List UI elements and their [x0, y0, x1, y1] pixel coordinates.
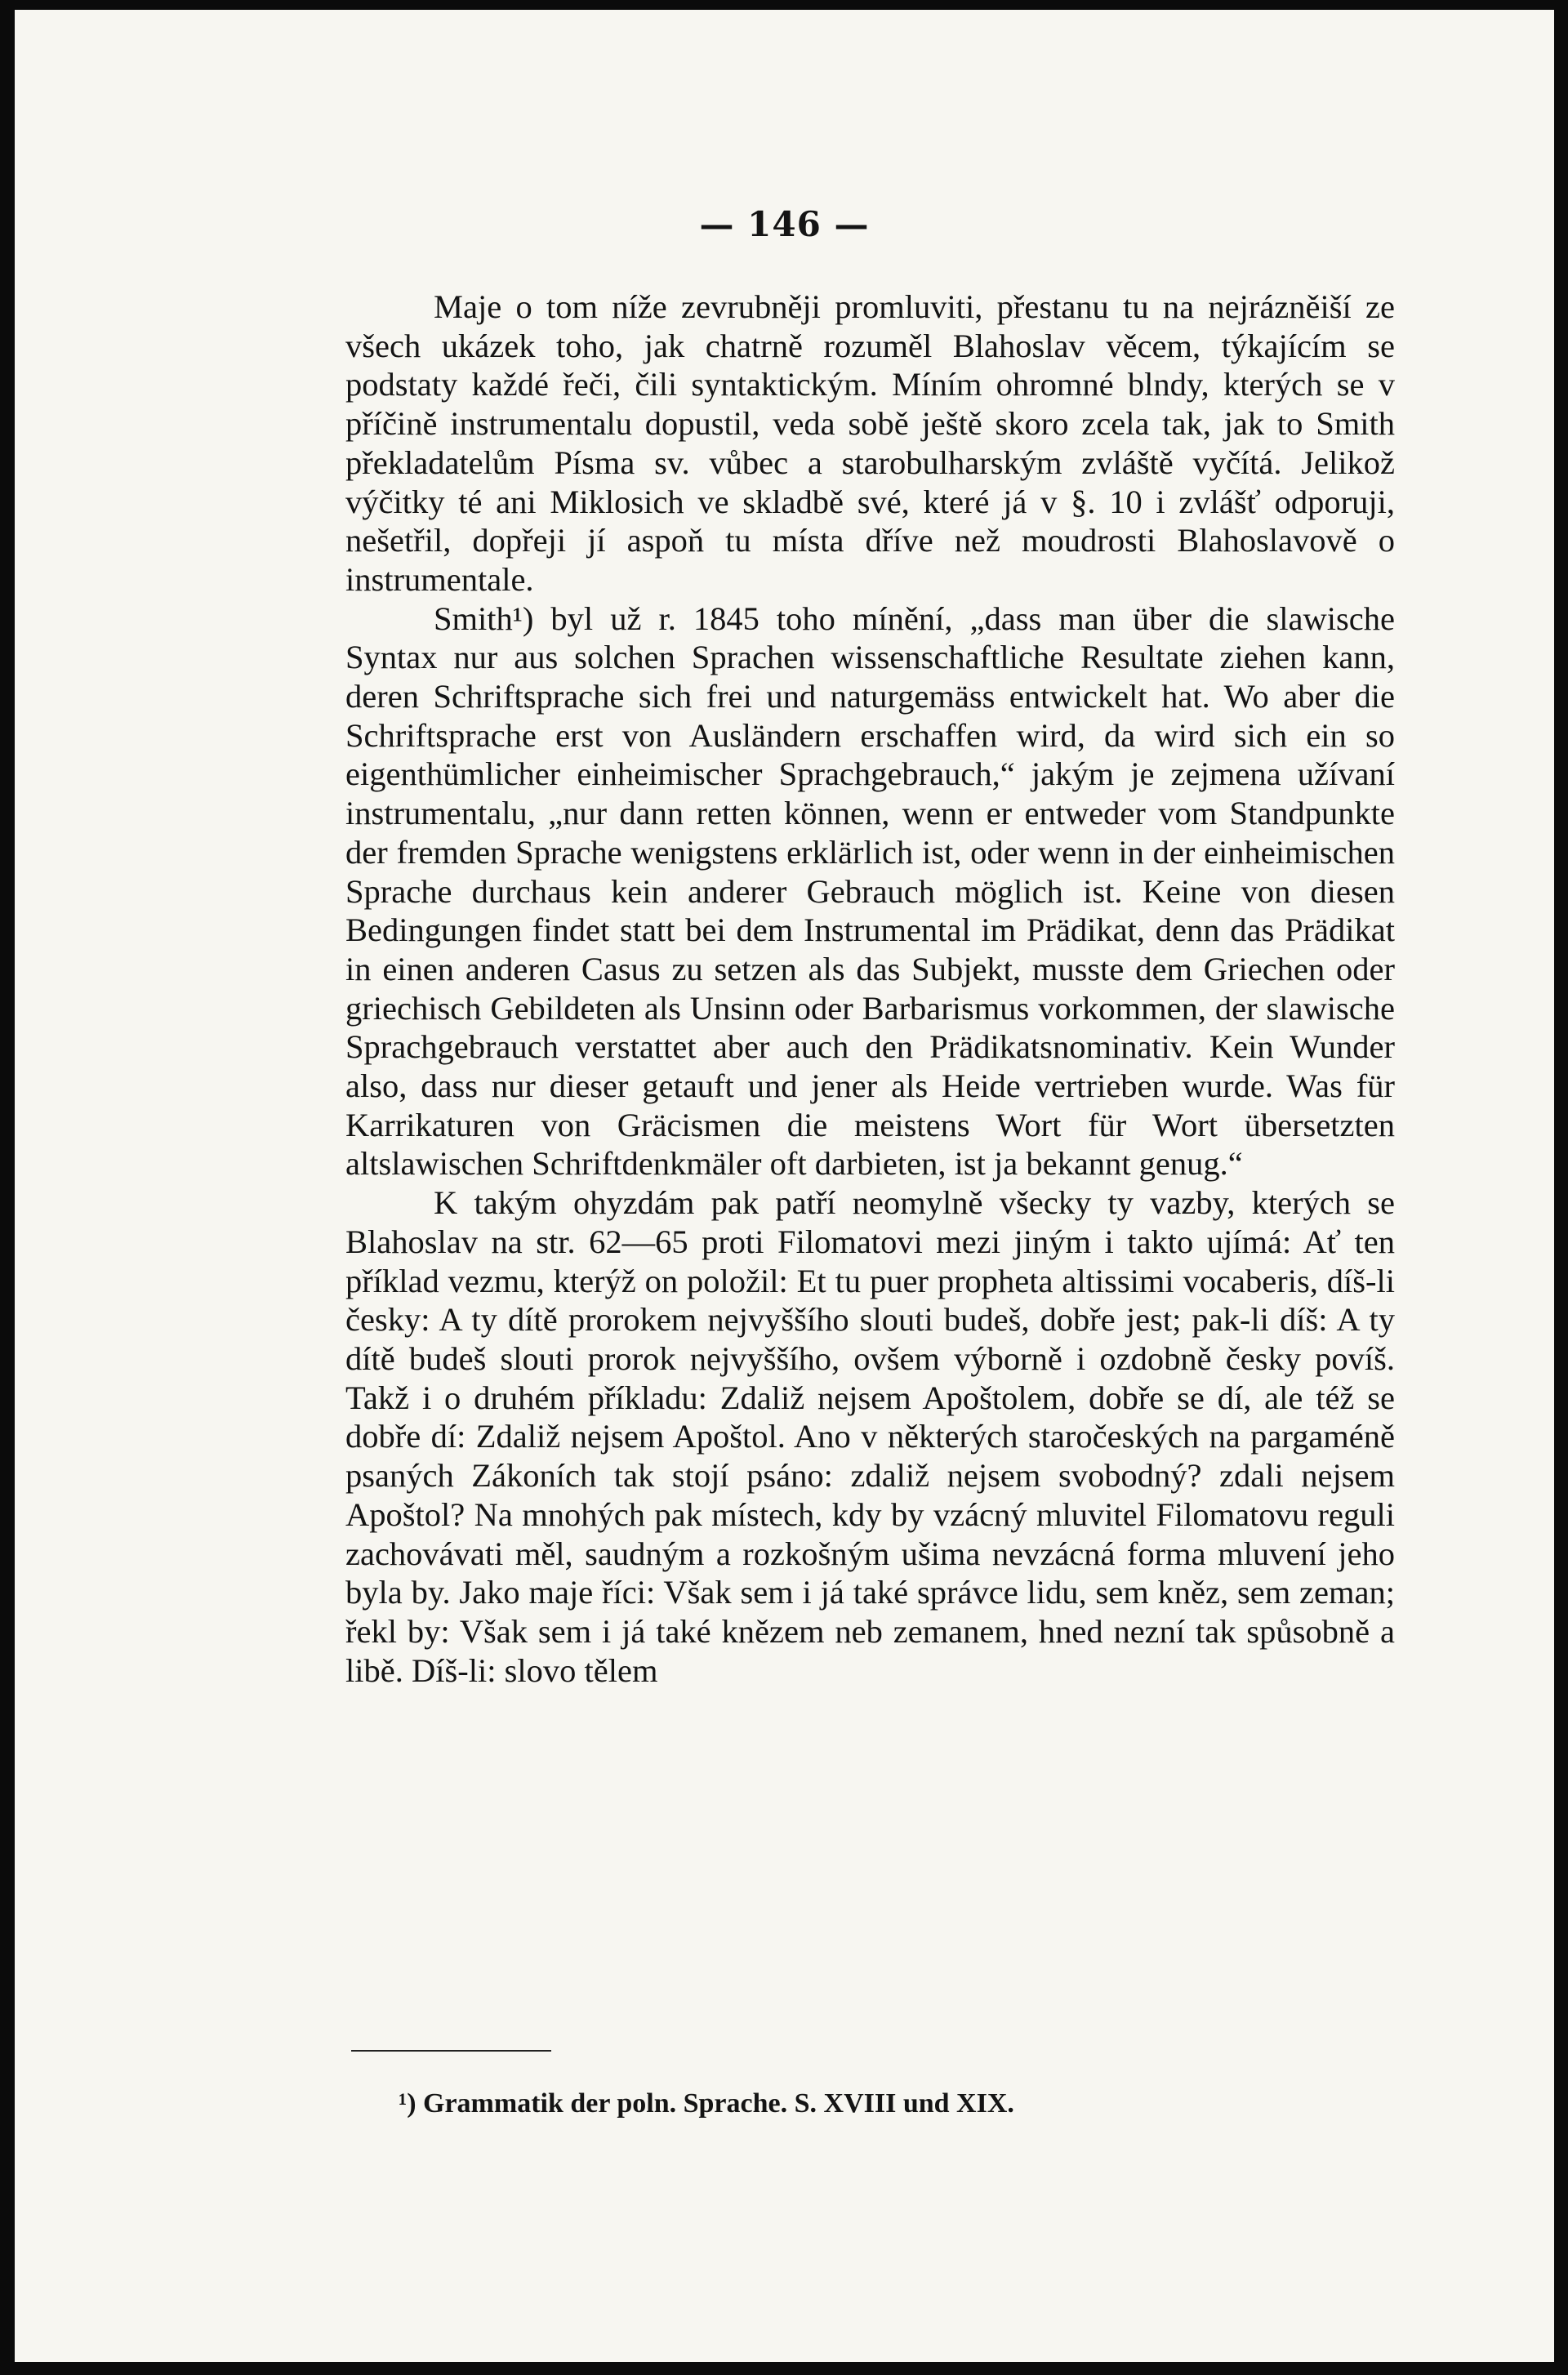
- footnote-rule: [351, 2050, 551, 2052]
- main-text: [345, 287, 1395, 1690]
- page-number-header: — 146 —: [699, 204, 870, 244]
- book-page: [15, 10, 1554, 2362]
- paragraph-3: K takým ohyzdám pak patří neomylně všecky ty vazby, kterých se Blahoslav na str. 62—65 proti Filomatovi mezi jiným i takto ujímá: Ať ten příklad vezmu, kterýž on položil: Et tu puer propheta altissimi vocaberis, díš-li česky: A ty dítě prorokem nejvyššího slouti budeš, dobře jest; pak-li díš: A ty dítě budeš slouti prorok nejvyššího, ovšem výborně i ozdobně česky povíš. Takž i o druhém příkladu: Zdaliž nejsem Apoštolem, dobře se dí, ale též se dobře dí: Zdaliž nejsem Apoštol. Ano v některých staročeských na pargaméně psaných Zákoních tak stojí psáno: zdaliž nejsem svobodný? zdali nejsem Apoštol? Na mnohých pak místech, kdy by vzácný mluvitel Filomatovu reguli zachovávati měl, saudným a rozkošným ušima nevzácná forma mluvení jeho byla by. Jako maje říci: Však sem i já také správce lidu, sem kněz, sem zeman; řekl by: Však sem i já také knězem neb zemanem, hned nezní tak spůsobně a libě. Díš-li: slovo tělem: [345, 1184, 1395, 1689]
- footnote: ¹) Grammatik der poln. Sprache. S. XVIII und XIX.: [399, 2088, 1014, 2119]
- paragraph-1: Maje o tom níže zevrubněji promluviti, přestanu tu na nejrázněiší ze všech ukázek toho, jak chatrně rozuměl Blahoslav věcem, týkajícím se podstaty každé řeči, čili syntaktickým. Míním ohromné blndy, kterých se v příčině instrumentalu dopustil, veda sobě ještě skoro zcela tak, jak to Smith překladatelům Písma sv. vůbec a starobulharským zvláště vyčítá. Jelikož výčitky té ani Miklosich ve skladbě své, které já v §. 10 i zvlášť odporuji, nešetřil, dopřeji jí aspoň tu místa dříve než moudrosti Blahoslavově o instrumentale.: [345, 288, 1395, 598]
- paragraph-2: Smith¹) byl už r. 1845 toho mínění, „dass man über die slawische Syntax nur aus solchen Sprachen wissenschaftliche Resultate ziehen kann, deren Schriftsprache sich frei und naturgemäss entwickelt hat. Wo aber die Schriftsprache erst von Ausländern erschaffen wird, da wird sich ein so eigenthümlicher einheimischer Sprachgebrauch,“ jakým je zejmena užívaní instrumentalu, „nur dann retten können, wenn er entweder vom Standpunkte der fremden Sprache wenigstens erklärlich ist, oder wenn in der einheimischen Sprache durchaus kein anderer Gebrauch möglich ist. Keine von diesen Bedingungen findet statt bei dem Instrumental im Prädikat, denn das Prädikat in einen anderen Casus zu setzen als das Subjekt, musste dem Griechen oder griechisch Gebildeten als Unsinn oder Barbarismus vorkommen, der slawische Sprachgebrauch verstattet aber auch den Prädikatsnominativ. Kein Wunder also, dass nur dieser getauft und jener als Heide vertrieben wurde. Was für Karrikaturen von Gräcismen die meistens Wort für Wort übersetzten altslawischen Schriftdenkmäler oft darbieten, ist ja bekannt genug.“: [345, 599, 1395, 1183]
